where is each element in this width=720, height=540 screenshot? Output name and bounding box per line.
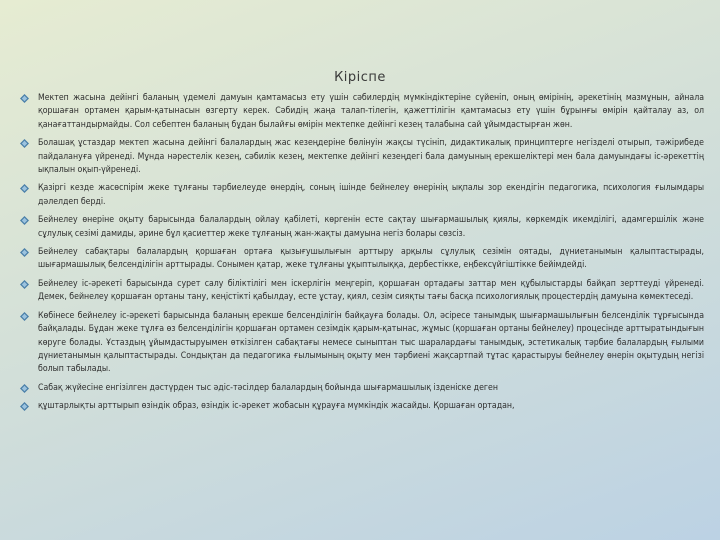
list-item xyxy=(20,214,704,241)
list-item-text: Сабақ жүйесіне енгізілген дәстүрден тыс әдіс-тәсілдер балалардың бойында шығармашылық ізденіске деген xyxy=(38,382,498,393)
list-item xyxy=(20,400,704,413)
diamond-bullet-icon xyxy=(20,312,29,321)
list-item-text: құштарлықты арттырып өзіндік образ, өзіндік іс-әрекет жобасын құрауға мүмкіндік жасайды. Қоршаған ортадан, xyxy=(38,401,515,412)
list-item-text: Бейнелеу сабақтары балалардың қоршаған ортаға қызығушылығын арттыру арқылы сұлулық сезімін оятады, дүниетанымын қалыптастырады, шығармашылық белсенділігін арттырады. Сонымен қатар, жеке тұлғаны ұқыптылыққа, дербестікке, еңбексүйгіштікке бейімдейді. xyxy=(38,247,704,271)
diamond-bullet-icon xyxy=(20,139,29,148)
list-item xyxy=(20,137,704,177)
list-item xyxy=(20,246,704,273)
list-item-text: Көбінесе бейнелеу іс-әрекеті барысында баланың ерекше белсенділігін байқауға болады. Ол, әсіресе танымдық шығармашылығын белсенділік тұрғысында байқалады. Бұдан жеке тұлға өз белсенділігін қоршаған ортамен сезімдік қарым-қатынас, жұмыс (қоршаған ортаны бейнелеу) процесінде арттыратындығын көруге болады. Ұстаздың ұйымдастыруымен өткізілген сабақтағы немесе сыныптан тыс шаралардағы танымдық, эстетикалық тәрбие балалардың ғылыми дүниетанымын қалыптастырады. Сондықтан да педагогика ғылымының оқыту мен тәрбиені жақсартпай тұтас қарастыруы бейнелеу өнерін оқытудың негізі болып табылады. xyxy=(38,310,704,375)
diamond-bullet-icon xyxy=(20,94,29,103)
diamond-bullet-icon xyxy=(20,216,29,225)
diamond-bullet-icon xyxy=(20,280,29,289)
bullet-list xyxy=(20,92,704,419)
diamond-bullet-icon xyxy=(20,248,29,257)
list-item xyxy=(20,278,704,305)
list-item xyxy=(20,92,704,132)
diamond-bullet-icon xyxy=(20,184,29,193)
list-item-text: Бейнелеу іс-әрекеті барысында сурет салу біліктілігі мен іскерлігін меңгеріп, қоршаған ортадағы заттар мен құбылыстарды байқап зерттеуді үйренеді. Демек, бейнелеу қоршаған ортаны тану, кеңістікті қабылдау, есте ұстау, қиял, сезім сияқты тағы басқа психологиялық процестердің дамуына көмектеседі. xyxy=(38,278,704,303)
list-item-text: Мектеп жасына дейінгі баланың үдемелі дамуын қамтамасыз ету үшін сәбилердің мүмкіндіктеріне сүйеніп, оның өмірінің, әрекетінің мазмұнын, айнала қоршаған ортамен қарым-қатынасын өзгерту керек. Сәбидің жаңа талап-тілегін, қажеттілігін қамтамасыз ету үшін бұрынғы өмірін қайталау аз, ол қанағаттандырмайды. Сол себептен баланың бұдан былайғы өмірін мектепке дейінгі кезең талабына сай ұйымдастырған жөн. xyxy=(38,93,704,130)
diamond-bullet-icon xyxy=(20,384,29,393)
list-item xyxy=(20,182,704,209)
list-item xyxy=(20,382,704,395)
list-item-text: Бейнелеу өнеріне оқыту барысында балалардың ойлау қабілеті, көргенін есте сақтау шығармашылық қиялы, көркемдік икемділігі, адамгершілік және сұлулық сезімі дамиды, әрине бұл қасиеттер жеке тұлғаның жан-жақты дамуына негіз болары сөзсіз. xyxy=(38,215,704,239)
slide-title: Кіріспе xyxy=(334,70,386,85)
list-item xyxy=(20,310,704,377)
list-item-text: Қазіргі кезде жасөспірім жеке тұлғаны тәрбиелеуде өнердің, соның ішінде бейнелеу өнерінің ықпалы зор екендігін педагогика, психология ғылымдары дәлелдеп берді. xyxy=(38,183,704,207)
diamond-bullet-icon xyxy=(20,402,29,411)
list-item-text: Болашақ ұстаздар мектеп жасына дейінгі балалардың жас кезеңдеріне бөлінуін жақсы түсініп, дидактикалық принциптерге негізделі отырып, тәжірибеде пайдалануға үйренеді. Мұнда нәрестелік кезең, сәбилік кезең, мектепке дейінгі кезеңдегі бала дамуының ерекшеліктері мен бала дамуындағы іс-әрекеттің ықпалын оқып-үйренеді. xyxy=(38,138,704,176)
